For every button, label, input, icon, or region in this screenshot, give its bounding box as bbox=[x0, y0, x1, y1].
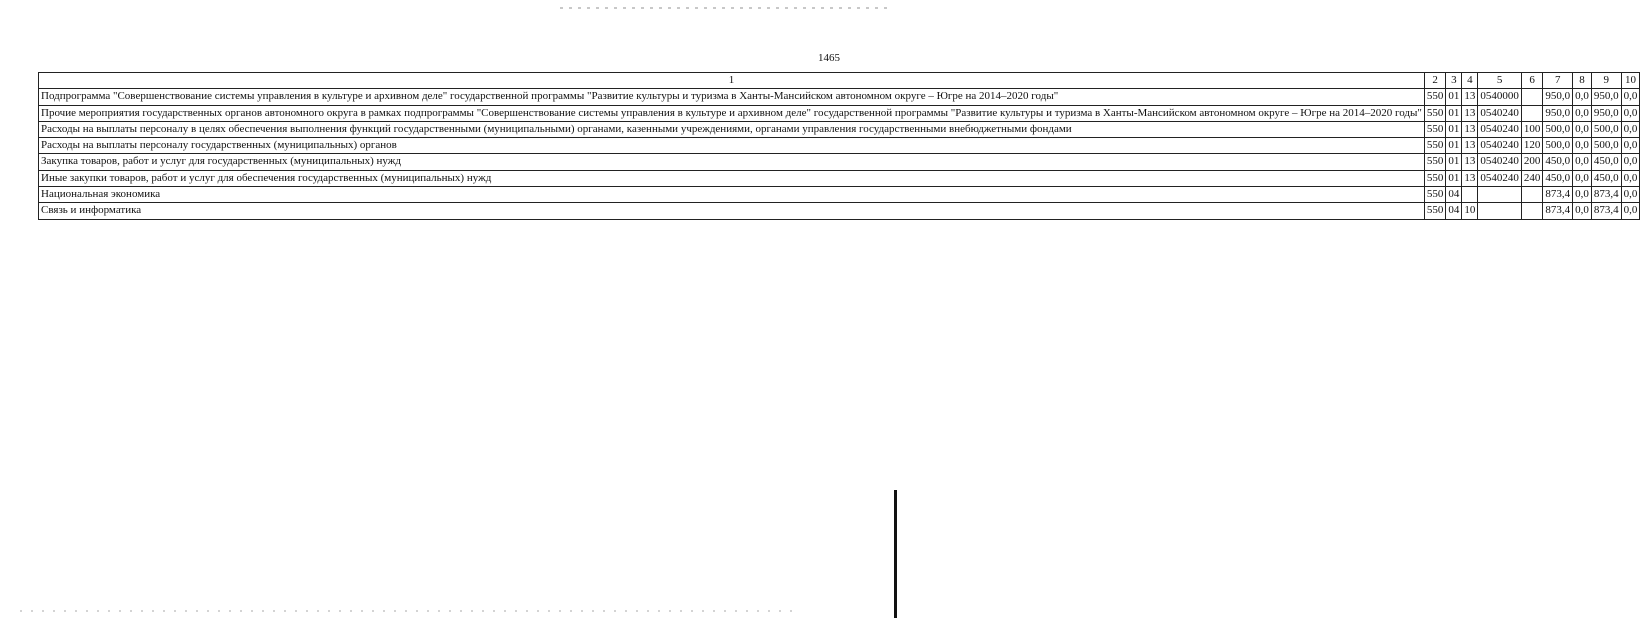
cell-subsection: 13 bbox=[1462, 154, 1478, 170]
cell-code: 550 bbox=[1424, 89, 1446, 105]
cell-value: 0,0 bbox=[1573, 121, 1592, 137]
column-header: 5 bbox=[1478, 73, 1522, 89]
cell-type bbox=[1521, 105, 1543, 121]
cell-value: 450,0 bbox=[1591, 154, 1621, 170]
cell-value: 500,0 bbox=[1591, 121, 1621, 137]
scan-edge-mark bbox=[894, 490, 897, 618]
cell-target: 0540240 bbox=[1478, 154, 1522, 170]
cell-section: 01 bbox=[1446, 154, 1462, 170]
cell-value: 0,0 bbox=[1573, 170, 1592, 186]
table-row bbox=[39, 105, 1640, 121]
cell-value: 950,0 bbox=[1591, 105, 1621, 121]
cell-target bbox=[1478, 203, 1522, 219]
cell-target: 0540240 bbox=[1478, 170, 1522, 186]
cell-value: 450,0 bbox=[1543, 170, 1573, 186]
cell-value: 873,4 bbox=[1543, 187, 1573, 203]
cell-value: 0,0 bbox=[1621, 203, 1640, 219]
cell-value: 0,0 bbox=[1621, 138, 1640, 154]
cell-code: 550 bbox=[1424, 170, 1446, 186]
cell-section: 01 bbox=[1446, 170, 1462, 186]
column-header: 7 bbox=[1543, 73, 1573, 89]
cell-value: 0,0 bbox=[1573, 105, 1592, 121]
column-header: 9 bbox=[1591, 73, 1621, 89]
row-name: Подпрограмма "Совершенствование системы управления в культуре и архивном деле" государственной программы "Развитие культуры и туризма в Ханты-Мансийском автономном округе – Югре на 2014–2020 годы" bbox=[39, 89, 1425, 105]
table-row bbox=[39, 138, 1640, 154]
cell-value: 0,0 bbox=[1573, 89, 1592, 105]
row-name: Иные закупки товаров, работ и услуг для обеспечения государственных (муниципальных) нужд bbox=[39, 170, 1425, 186]
table-row bbox=[39, 154, 1640, 170]
cell-section: 04 bbox=[1446, 203, 1462, 219]
cell-target: 0540240 bbox=[1478, 105, 1522, 121]
cell-value: 873,4 bbox=[1591, 203, 1621, 219]
cell-value: 873,4 bbox=[1543, 203, 1573, 219]
cell-value: 950,0 bbox=[1543, 105, 1573, 121]
cell-target: 0540240 bbox=[1478, 121, 1522, 137]
cell-type bbox=[1521, 203, 1543, 219]
cell-section: 01 bbox=[1446, 138, 1462, 154]
row-name: Закупка товаров, работ и услуг для государственных (муниципальных) нужд bbox=[39, 154, 1425, 170]
column-header: 2 bbox=[1424, 73, 1446, 89]
cell-value: 0,0 bbox=[1573, 187, 1592, 203]
row-name: Расходы на выплаты персоналу государственных (муниципальных) органов bbox=[39, 138, 1425, 154]
cell-type bbox=[1521, 89, 1543, 105]
cell-type: 200 bbox=[1521, 154, 1543, 170]
cell-code: 550 bbox=[1424, 154, 1446, 170]
scan-artifact-bottom bbox=[20, 610, 800, 612]
cell-value: 450,0 bbox=[1591, 170, 1621, 186]
cell-subsection: 13 bbox=[1462, 170, 1478, 186]
cell-value: 0,0 bbox=[1573, 154, 1592, 170]
cell-type: 100 bbox=[1521, 121, 1543, 137]
column-header: 6 bbox=[1521, 73, 1543, 89]
cell-value: 950,0 bbox=[1543, 89, 1573, 105]
cell-value: 0,0 bbox=[1621, 170, 1640, 186]
cell-subsection: 13 bbox=[1462, 138, 1478, 154]
cell-value: 0,0 bbox=[1621, 105, 1640, 121]
column-header: 4 bbox=[1462, 73, 1478, 89]
cell-type: 240 bbox=[1521, 170, 1543, 186]
cell-code: 550 bbox=[1424, 121, 1446, 137]
cell-code: 550 bbox=[1424, 203, 1446, 219]
budget-table bbox=[38, 72, 1640, 220]
column-header: 1 bbox=[39, 73, 1425, 89]
cell-section: 01 bbox=[1446, 89, 1462, 105]
table-row bbox=[39, 187, 1640, 203]
cell-value: 950,0 bbox=[1591, 89, 1621, 105]
cell-subsection: 13 bbox=[1462, 121, 1478, 137]
cell-value: 0,0 bbox=[1621, 154, 1640, 170]
column-header: 8 bbox=[1573, 73, 1592, 89]
cell-type bbox=[1521, 187, 1543, 203]
cell-value: 0,0 bbox=[1573, 203, 1592, 219]
cell-code: 550 bbox=[1424, 138, 1446, 154]
cell-target: 0540240 bbox=[1478, 138, 1522, 154]
column-header: 10 bbox=[1621, 73, 1640, 89]
row-name: Расходы на выплаты персоналу в целях обеспечения выполнения функций государственными (муниципальными) органами, казенными учреждениями, органами управления государственными внебюджетными фондами bbox=[39, 121, 1425, 137]
cell-target bbox=[1478, 187, 1522, 203]
cell-value: 0,0 bbox=[1621, 89, 1640, 105]
cell-type: 120 bbox=[1521, 138, 1543, 154]
table-row bbox=[39, 203, 1640, 219]
cell-value: 500,0 bbox=[1543, 121, 1573, 137]
cell-code: 550 bbox=[1424, 187, 1446, 203]
table-row bbox=[39, 170, 1640, 186]
row-name: Прочие мероприятия государственных органов автономного округа в рамках подпрограммы "Совершенствование системы управления в культуре и архивном деле" государственной программы "Развитие культуры и туризма в Ханты-Мансийском автономном округе – Югре на 2014–2020 годы" bbox=[39, 105, 1425, 121]
cell-value: 0,0 bbox=[1621, 121, 1640, 137]
column-header: 3 bbox=[1446, 73, 1462, 89]
cell-value: 0,0 bbox=[1573, 138, 1592, 154]
cell-subsection bbox=[1462, 187, 1478, 203]
cell-section: 01 bbox=[1446, 121, 1462, 137]
table-header-row bbox=[39, 73, 1640, 89]
cell-value: 450,0 bbox=[1543, 154, 1573, 170]
table-row bbox=[39, 89, 1640, 105]
cell-value: 500,0 bbox=[1591, 138, 1621, 154]
page-number: 1465 bbox=[818, 52, 840, 64]
cell-subsection: 10 bbox=[1462, 203, 1478, 219]
scan-artifact-top bbox=[560, 7, 890, 9]
cell-target: 0540000 bbox=[1478, 89, 1522, 105]
row-name: Связь и информатика bbox=[39, 203, 1425, 219]
cell-value: 873,4 bbox=[1591, 187, 1621, 203]
row-name: Национальная экономика bbox=[39, 187, 1425, 203]
table-row bbox=[39, 121, 1640, 137]
cell-code: 550 bbox=[1424, 105, 1446, 121]
cell-subsection: 13 bbox=[1462, 89, 1478, 105]
cell-section: 01 bbox=[1446, 105, 1462, 121]
cell-value: 500,0 bbox=[1543, 138, 1573, 154]
cell-section: 04 bbox=[1446, 187, 1462, 203]
cell-value: 0,0 bbox=[1621, 187, 1640, 203]
cell-subsection: 13 bbox=[1462, 105, 1478, 121]
